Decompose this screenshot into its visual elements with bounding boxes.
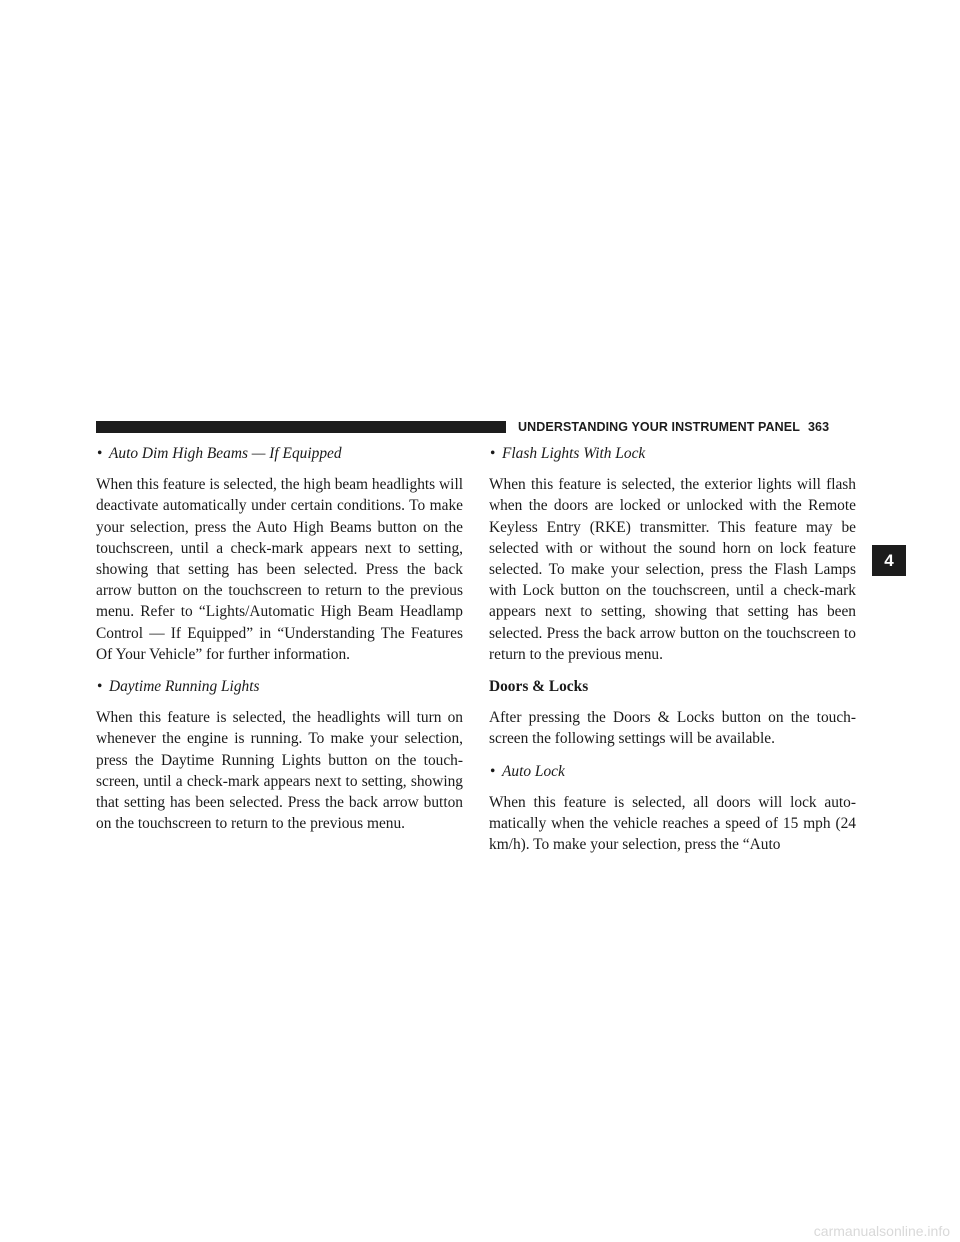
bullet-label: Auto Dim High Beams — If Equipped: [109, 445, 342, 462]
bullet-label: Daytime Running Lights: [109, 678, 260, 696]
bullet-item: [489, 443, 856, 464]
body-paragraph: When this feature is selected, the high beam headlights will deactivate automatically under certain conditions. To make your selection, press the Auto High Beams button on the touchscreen, until a check-mark appears next to setting, showing that setting has been selected. Press the back arrow button on the touchscreen to return to the previous menu. Refer to “Lights/Automatic High Beam Headlamp Control — If Equipped” in “Understanding The Features Of Your Vehicle” for further information.: [96, 476, 463, 663]
bullet-icon: •: [97, 678, 103, 696]
left-column: [96, 443, 463, 845]
running-header: [518, 420, 829, 434]
body-paragraph: After pressing the Doors & Locks button on the touch-screen the following settings will be available.: [489, 709, 856, 748]
body-paragraph: When this feature is selected, all doors will lock auto-matically when the vehicle reaches a speed of 15 mph (24 km/h). To make your selection, press the “Auto: [489, 793, 856, 854]
page-number: 363: [807, 420, 830, 434]
header-rule: [96, 421, 506, 433]
bullet-item: [96, 443, 463, 464]
bullet-icon: •: [97, 445, 103, 462]
body-paragraph: When this feature is selected, the exterior lights will flash when the doors are locked or unlocked with the Remote Keyless Entry (RKE) transmitter. This feature may be selected with or without the sound horn on lock feature selected. To make your selection, press the Flash Lamps with Lock button on the touchscreen, until a check-mark appears next to setting, showing that setting has been selected. Press the back arrow button on the touchscreen to return to the previous menu.: [489, 476, 856, 663]
bullet-item: [96, 676, 463, 697]
section-title: UNDERSTANDING YOUR INSTRUMENT PANEL: [518, 420, 800, 434]
watermark: carmanualsonline.info: [813, 1223, 950, 1239]
section-heading: Doors & Locks: [489, 678, 589, 696]
bullet-icon: •: [490, 445, 496, 462]
bullet-label: Auto Lock: [502, 762, 565, 780]
chapter-tab: 4: [872, 545, 906, 576]
bullet-label: Flash Lights With Lock: [502, 445, 646, 462]
bullet-icon: •: [490, 762, 496, 780]
bullet-item: [489, 761, 856, 782]
right-column: [489, 443, 856, 866]
body-paragraph: When this feature is selected, the headlights will turn on whenever the engine is running. To make your selection, press the Daytime Running Lights button on the touch-screen, until a check-mark appears next to setting, showing that setting has been selected. Press the back arrow button on the touchscreen to return to the previous menu.: [96, 709, 463, 833]
